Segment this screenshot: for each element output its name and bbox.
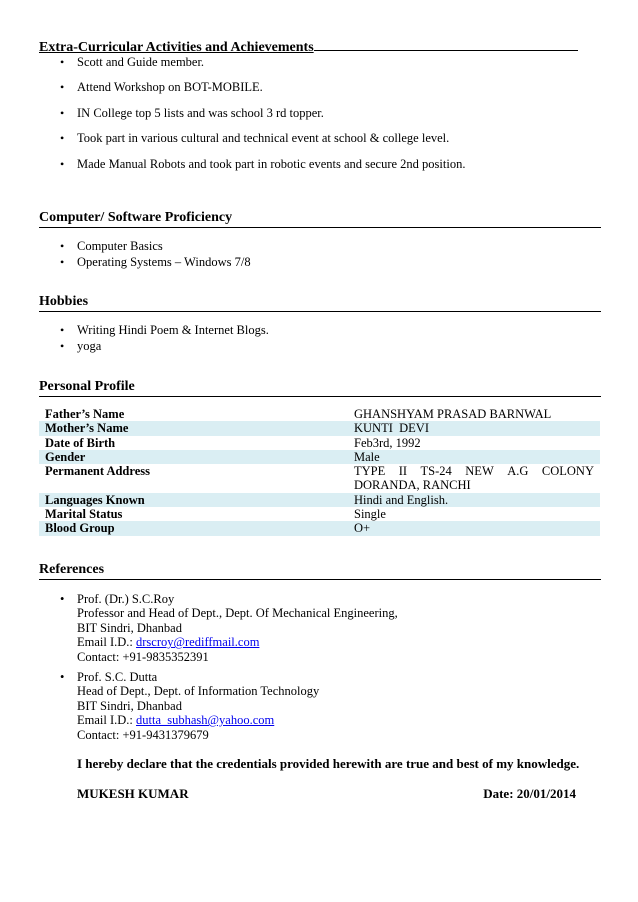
reference-entry	[0, 670, 319, 742]
hobbies-list	[0, 323, 269, 355]
section-divider	[39, 311, 601, 312]
list-item: • Attend Workshop on BOT-MOBILE.	[0, 80, 465, 105]
list-item: • Operating Systems – Windows 7/8	[0, 255, 251, 271]
table-row	[39, 436, 600, 450]
table-row	[39, 521, 600, 535]
address-line-2: DORANDA, RANCHI	[354, 478, 471, 493]
reference-email-line	[0, 635, 398, 649]
field-value	[348, 464, 600, 493]
references-heading: References	[39, 562, 105, 577]
field-value: O+	[348, 521, 600, 535]
reference-contact: Contact: +91-9835352391	[77, 649, 209, 664]
field-label: Gender	[39, 450, 348, 464]
field-value: GHANSHYAM PRASAD BARNWAL	[354, 407, 552, 421]
email-link[interactable]: dutta_subhash@yahoo.com	[136, 713, 275, 728]
email-label: Email I.D.:	[77, 713, 137, 728]
field-label: Blood Group	[39, 521, 348, 535]
field-label: Permanent Address	[45, 464, 150, 479]
section-divider	[39, 227, 601, 228]
field-value: KUNTI DEVI	[348, 421, 600, 435]
declaration-text: I hereby declare that the credentials provided herewith are true and best of my knowledge.	[77, 756, 580, 771]
reference-position: Professor and Head of Dept., Dept. Of Mechanical Engineering,	[77, 606, 398, 621]
personal-profile-table	[39, 407, 600, 536]
section-divider	[39, 579, 601, 580]
table-row	[39, 450, 600, 464]
computer-proficiency-list	[0, 239, 251, 271]
signature-name: MUKESH KUMAR	[77, 786, 189, 801]
reference-institute: BIT Sindri, Dhanbad	[77, 698, 182, 713]
list-item: • Writing Hindi Poem & Internet Blogs.	[0, 323, 269, 339]
address-line-1	[354, 464, 594, 478]
reference-institute: BIT Sindri, Dhanbad	[77, 620, 182, 635]
list-item: • Scott and Guide member.	[0, 55, 465, 80]
reference-position: Head of Dept., Dept. of Information Technology	[77, 684, 320, 699]
list-item: • Took part in various cultural and technical event at school & college level.	[0, 131, 465, 156]
address-part: COLONY	[541, 464, 594, 479]
personal-profile-heading: Personal Profile	[39, 379, 135, 394]
heading-underline	[314, 39, 578, 51]
table-row	[39, 464, 600, 493]
table-row	[39, 493, 600, 507]
list-item: • Made Manual Robots and took part in robotic events and secure 2nd position.	[0, 157, 465, 182]
reference-name: Prof. (Dr.) S.C.Roy	[77, 592, 175, 606]
signature-date: Date: 20/01/2014	[483, 786, 576, 801]
field-label: Languages Known	[39, 493, 348, 507]
section-divider	[39, 396, 601, 397]
field-label: Mother’s Name	[39, 421, 348, 435]
extra-curricular-list	[0, 55, 465, 182]
address-part: TS-24	[420, 464, 452, 479]
table-row	[39, 421, 600, 435]
extra-curricular-title: Extra-Curricular Activities and Achievements	[39, 40, 314, 55]
reference-entry	[0, 592, 398, 664]
field-value: Feb3rd, 1992	[354, 435, 421, 450]
hobbies-heading: Hobbies	[39, 294, 89, 309]
list-item: • IN College top 5 lists and was school 3 rd topper.	[0, 106, 465, 131]
field-label: Father’s Name	[45, 407, 125, 421]
field-value: Hindi and English.	[348, 493, 600, 507]
field-value: Male	[348, 450, 600, 464]
address-part: NEW	[465, 464, 494, 479]
reference-email-line	[0, 713, 319, 727]
bullet: •	[60, 670, 65, 684]
email-link[interactable]: drscroy@rediffmail.com	[136, 635, 260, 650]
field-label: Date of Birth	[45, 435, 116, 450]
reference-contact: Contact: +91-9431379679	[77, 727, 209, 742]
address-part: II	[398, 464, 408, 479]
email-label: Email I.D.:	[77, 635, 137, 650]
extra-curricular-heading	[39, 39, 578, 56]
computer-proficiency-heading: Computer/ Software Proficiency	[39, 210, 233, 225]
list-item: • yoga	[0, 339, 269, 355]
reference-name: Prof. S.C. Dutta	[77, 670, 158, 684]
address-part: TYPE	[354, 464, 386, 479]
list-item: • Computer Basics	[0, 239, 251, 255]
address-part: A.G	[507, 464, 529, 479]
signature-row	[77, 786, 576, 802]
table-row	[39, 507, 600, 521]
bullet: •	[60, 592, 65, 606]
field-value: Single	[354, 507, 386, 522]
field-label: Marital Status	[45, 507, 123, 522]
table-row	[39, 407, 600, 421]
